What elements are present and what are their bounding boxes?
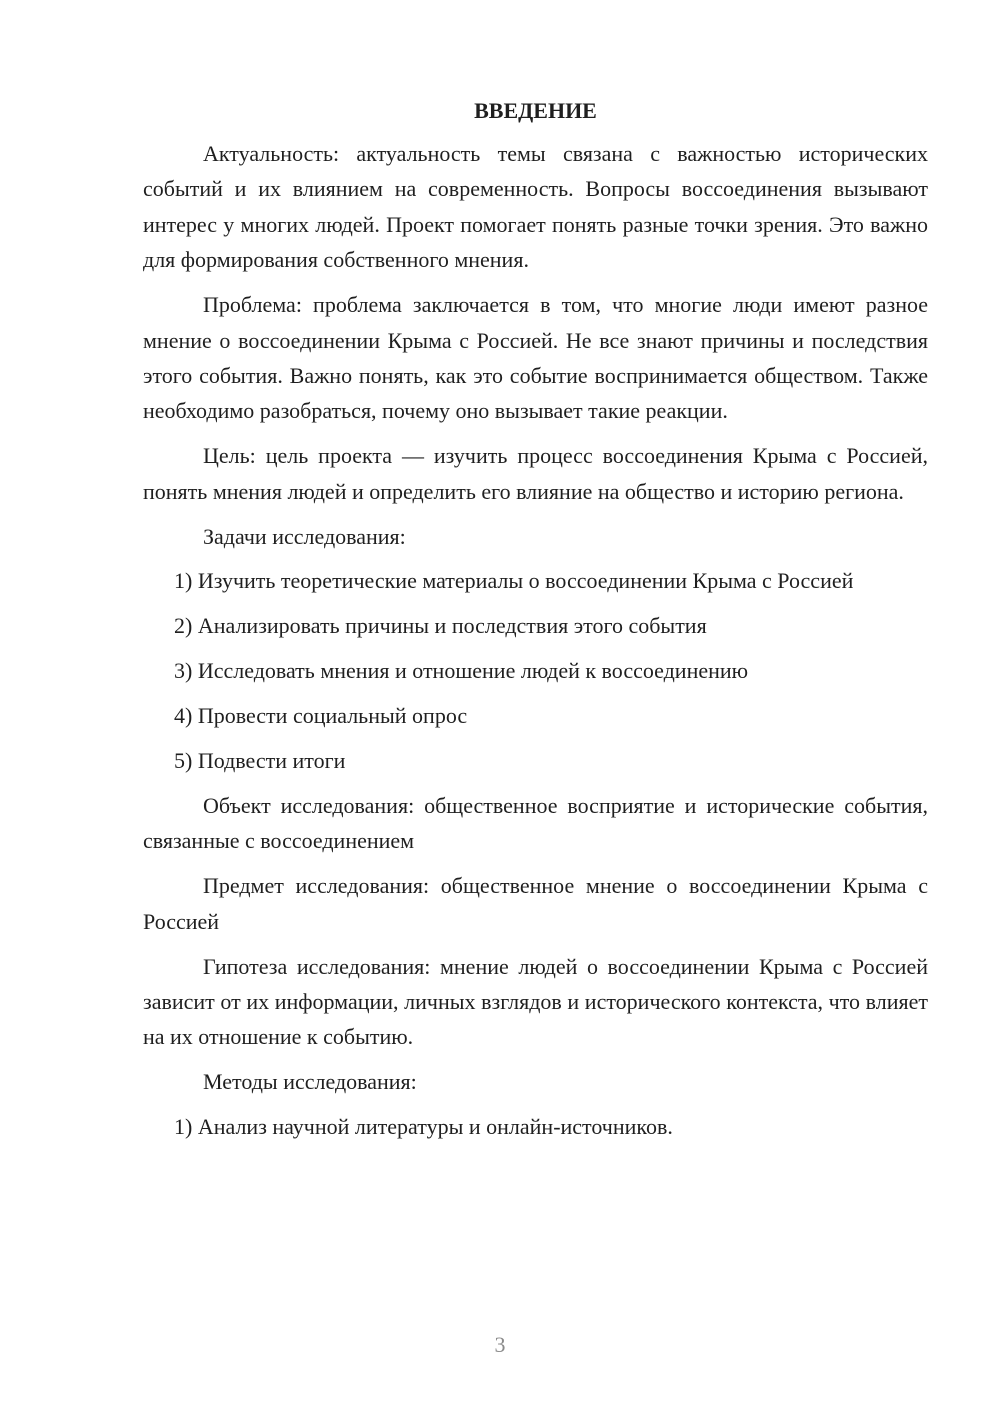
subject-paragraph: Предмет исследования: общественное мнение о воссоединении Крыма с Россией: [143, 873, 928, 934]
object-paragraph: Объект исследования: общественное восприятие и исторические события, связанные с воссоединением: [143, 793, 928, 854]
goal-paragraph: Цель: цель проекта — изучить процесс воссоединения Крыма с Россией, понять мнения людей и определить его влияние на общество и историю региона.: [143, 443, 928, 504]
task-item-5: 5) Подвести итоги: [174, 748, 346, 774]
page-title: ВВЕДЕНИЕ: [474, 98, 597, 123]
method-item-1: 1) Анализ научной литературы и онлайн-источников.: [174, 1114, 673, 1140]
page-number: 3: [494, 1332, 506, 1357]
task-item-4: 4) Провести социальный опрос: [174, 703, 468, 729]
hypothesis-paragraph: Гипотеза исследования: мнение людей о воссоединении Крыма с Россией зависит от их информации, личных взглядов и исторического контекста, что влияет на их отношение к событию.: [143, 953, 928, 1050]
tasks-title: Задачи исследования:: [203, 523, 406, 549]
relevance-paragraph: Актуальность: актуальность темы связана с важностью исторических событий и их влиянием на современность. Вопросы воссоединения вызывают интерес у многих людей. Проект помогает понять разные точки зрения. Это важно для формирования собственного мнения.: [143, 141, 928, 273]
document-page: [143, 94, 928, 1154]
task-item-2: 2) Анализировать причины и последствия этого события: [174, 613, 707, 639]
methods-title: Методы исследования:: [203, 1069, 417, 1095]
problem-paragraph: Проблема: проблема заключается в том, что многие люди имеют разное мнение о воссоединении Крыма с Россией. Не все знают причины и последствия этого события. Важно понять, как это событие воспринимается обществом. Также необходимо разобраться, почему оно вызывает такие реакции.: [143, 292, 928, 424]
task-item-1: 1) Изучить теоретические материалы о воссоединении Крыма с Россией: [174, 568, 854, 594]
task-item-3: 3) Исследовать мнения и отношение людей к воссоединению: [174, 658, 749, 684]
